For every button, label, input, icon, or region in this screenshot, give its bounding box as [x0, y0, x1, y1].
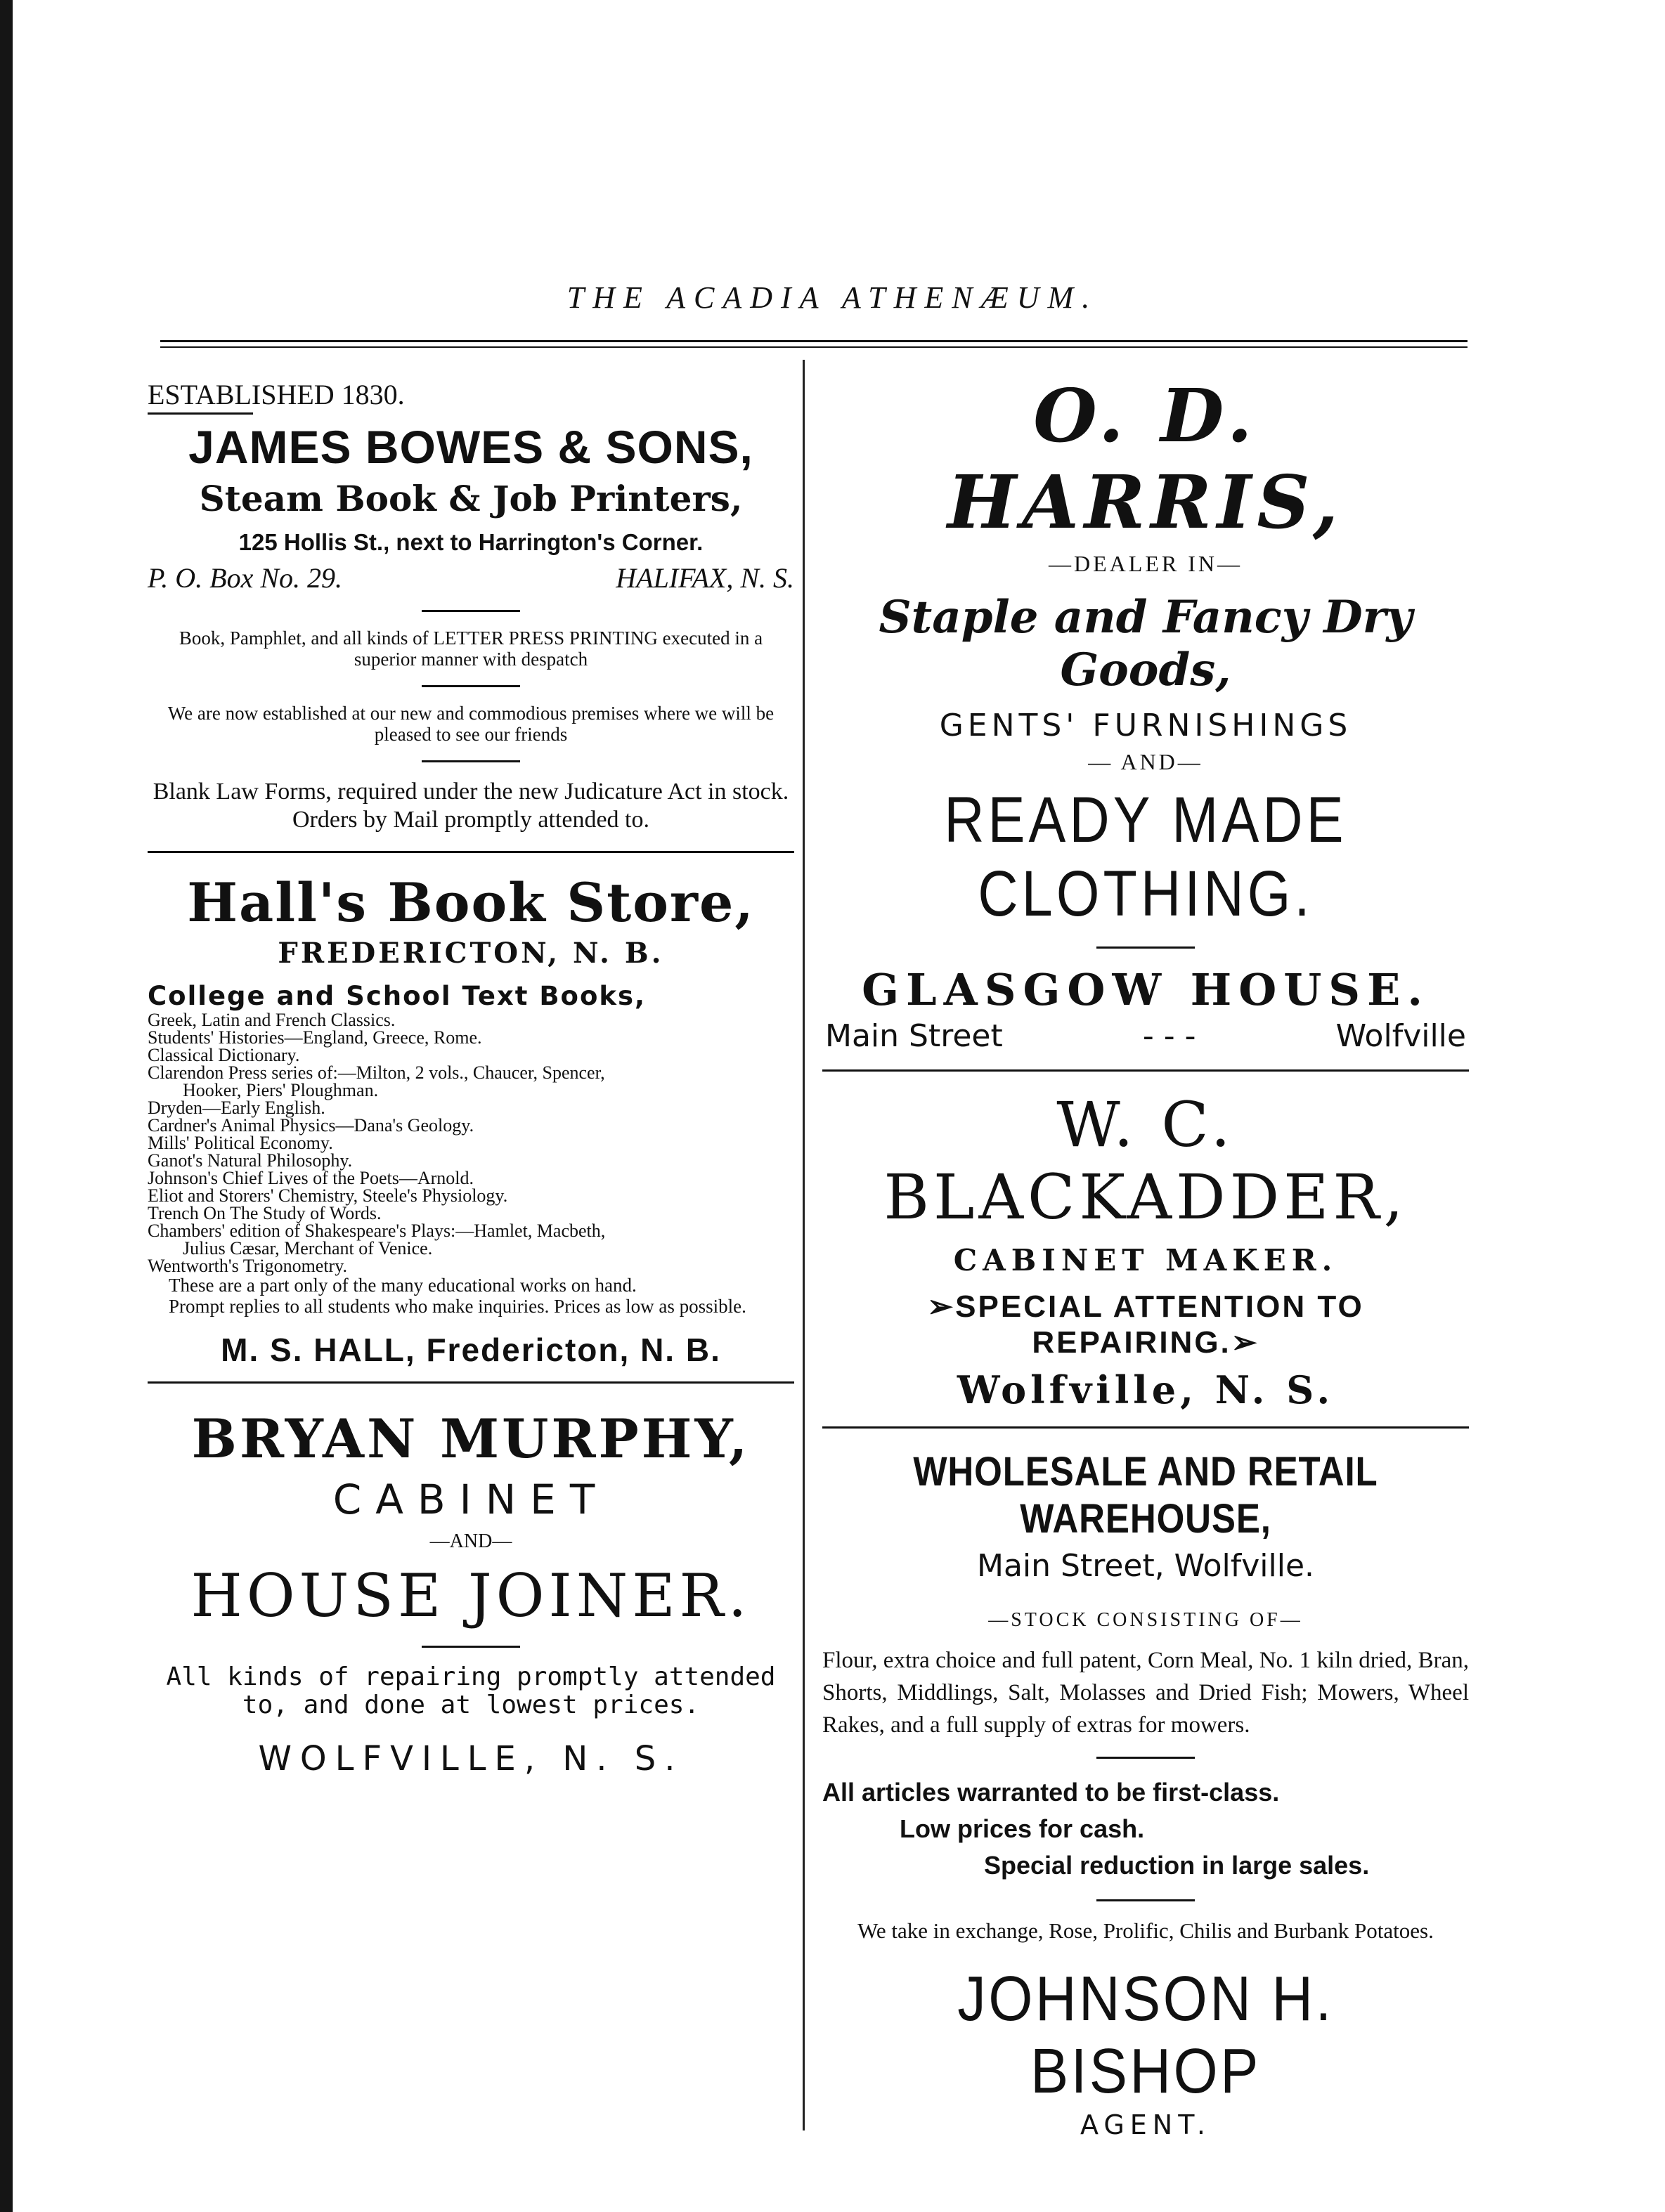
- warehouse-stock-heading: —STOCK CONSISTING OF—: [988, 1609, 1303, 1631]
- blackadder-trade: CABINET MAKER.: [953, 1243, 1338, 1277]
- halls-signature: M. S. HALL, Fredericton, N. B.: [221, 1332, 721, 1368]
- list-item: Eliot and Storers' Chemistry, Steele's Physiology.: [148, 1185, 508, 1206]
- harris-name: O. D. HARRIS,: [947, 372, 1345, 545]
- harris-town: Wolfville: [1335, 1018, 1466, 1054]
- divider: [422, 760, 520, 762]
- harris-clothing: READY MADE CLOTHING.: [944, 784, 1347, 930]
- bowes-pobox: P. O. Box No. 29.: [148, 562, 343, 594]
- column-divider: [803, 360, 805, 2130]
- header-double-rule: [160, 340, 1468, 348]
- list-item: Hooker, Piers' Ploughman.: [183, 1080, 379, 1100]
- bowes-city: HALIFAX, N. S.: [616, 562, 794, 594]
- murphy-cabinet: CABINET: [332, 1476, 609, 1523]
- list-item: Cardner's Animal Physics—Dana's Geology.: [148, 1115, 474, 1136]
- harris-street-line: [822, 1018, 1469, 1054]
- harris-street: Main Street: [825, 1018, 1003, 1054]
- divider: [422, 610, 520, 612]
- murphy-advertisement: [148, 1407, 794, 1778]
- harris-house: GLASGOW HOUSE.: [862, 964, 1430, 1015]
- harris-advertisement: [822, 372, 1469, 1054]
- halls-note-prompt: Prompt replies to all students who make inquiries. Prices as low as possible.: [169, 1296, 746, 1317]
- murphy-name: BRYAN MURPHY,: [191, 1407, 751, 1470]
- bowes-trade: Steam Book & Job Printers,: [199, 478, 743, 519]
- halls-advertisement: [148, 871, 794, 1369]
- section-rule: [148, 1381, 794, 1384]
- left-column: [148, 372, 794, 1778]
- warehouse-exchange: We take in exchange, Rose, Prolific, Chilis and Burbank Potatoes.: [857, 1918, 1434, 1943]
- list-item: Julius Cæsar, Merchant of Venice.: [183, 1238, 433, 1258]
- warehouse-agent-name: JOHNSON H. BISHOP: [957, 1964, 1334, 2107]
- blackadder-name: W. C. BLACKADDER,: [883, 1088, 1408, 1233]
- halls-note-part: These are a part only of the many educational works on hand.: [169, 1275, 637, 1296]
- divider: [1096, 1899, 1195, 1901]
- list-item: Chambers' edition of Shakespeare's Plays:—Hamlet, Macbeth,: [148, 1221, 606, 1241]
- list-item: Trench On The Study of Words.: [148, 1203, 382, 1223]
- bowes-company-name: JAMES BOWES & SONS,: [188, 421, 753, 473]
- list-item: Mills' Political Economy.: [148, 1133, 333, 1153]
- bowes-advertisement: [148, 378, 794, 834]
- harris-dashes: - - -: [1142, 1018, 1196, 1054]
- warehouse-title: WHOLESALE AND RETAIL WAREHOUSE,: [913, 1449, 1378, 1542]
- section-rule: [822, 1426, 1469, 1429]
- list-item: Students' Histories—England, Greece, Rome.: [148, 1027, 482, 1048]
- page-header-title: THE ACADIA ATHENÆUM.: [566, 280, 1099, 315]
- halls-store-name: Hall's Book Store,: [187, 871, 755, 934]
- section-rule: [148, 851, 794, 853]
- established-line: ESTABLISHED 1830.: [148, 379, 405, 410]
- list-item: Dryden—Early English.: [148, 1098, 325, 1118]
- bowes-para-printing: Book, Pamphlet, and all kinds of LETTER PRESS PRINTING executed in a superior manner with despatch: [179, 627, 763, 670]
- murphy-house-joiner: HOUSE JOINER.: [190, 1561, 751, 1630]
- murphy-place: WOLFVILLE, N. S.: [258, 1739, 684, 1778]
- page-edge-shadow: [0, 0, 13, 2212]
- harris-dealer: —DEALER IN—: [1049, 551, 1243, 576]
- right-column: [822, 372, 1469, 2140]
- warehouse-stock-text: Flour, extra choice and full patent, Corn Meal, No. 1 kiln dried, Bran, Shorts, Middlings, Salt, Molasses and Dried Fish; Mowers, Wheel Rakes, and a full supply of extras for mowers.: [822, 1648, 1469, 1738]
- divider: [1096, 1757, 1195, 1759]
- divider: [1096, 946, 1195, 949]
- divider: [422, 685, 520, 687]
- list-item: Classical Dictionary.: [148, 1045, 300, 1065]
- halls-heading: College and School Text Books,: [148, 981, 647, 1011]
- warehouse-reduction: Special reduction in large sales.: [984, 1851, 1370, 1880]
- list-item: Johnson's Chief Lives of the Poets—Arnold.: [148, 1168, 474, 1188]
- list-item: Ganot's Natural Philosophy.: [148, 1150, 353, 1171]
- warehouse-agent-title: AGENT.: [1080, 2109, 1211, 2140]
- halls-city: FREDERICTON, N. B.: [278, 937, 664, 970]
- warehouse-warranted: All articles warranted to be first-class.: [822, 1778, 1280, 1807]
- list-item: Clarendon Press series of:—Milton, 2 vols., Chaucer, Spencer,: [148, 1062, 605, 1083]
- blackadder-special: ➢SPECIAL ATTENTION TO REPAIRING.➢: [927, 1289, 1364, 1360]
- blackadder-place: Wolfville, N. S.: [957, 1367, 1335, 1412]
- warehouse-advertisement: [822, 1448, 1469, 2140]
- established-rule: [148, 412, 253, 415]
- list-item: Wentworth's Trigonometry.: [148, 1256, 348, 1276]
- bowes-para-premises: We are now established at our new and commodious premises where we will be pleased to see our friends: [167, 703, 775, 745]
- murphy-repair-text: All kinds of repairing promptly attended to, and done at lowest prices.: [166, 1663, 776, 1719]
- bowes-address: 125 Hollis St., next to Harrington's Corner.: [238, 529, 704, 555]
- bowes-para-forms: Blank Law Forms, required under the new Judicature Act in stock. Orders by Mail promptly attended to.: [153, 779, 789, 833]
- list-item: Greek, Latin and French Classics.: [148, 1010, 396, 1030]
- harris-gents: GENTS' FURNISHINGS: [939, 708, 1352, 743]
- murphy-and: —AND—: [429, 1530, 512, 1552]
- section-rule: [822, 1069, 1469, 1072]
- harris-and: — AND—: [1088, 749, 1203, 774]
- halls-book-list: [148, 1011, 794, 1275]
- bowes-pobox-line: [148, 561, 794, 594]
- warehouse-cash: Low prices for cash.: [900, 1814, 1145, 1843]
- harris-goods: Staple and Fancy Dry Goods,: [879, 591, 1413, 696]
- warehouse-address: Main Street, Wolfville.: [976, 1548, 1315, 1584]
- blackadder-advertisement: [822, 1088, 1469, 1412]
- divider: [422, 1646, 520, 1648]
